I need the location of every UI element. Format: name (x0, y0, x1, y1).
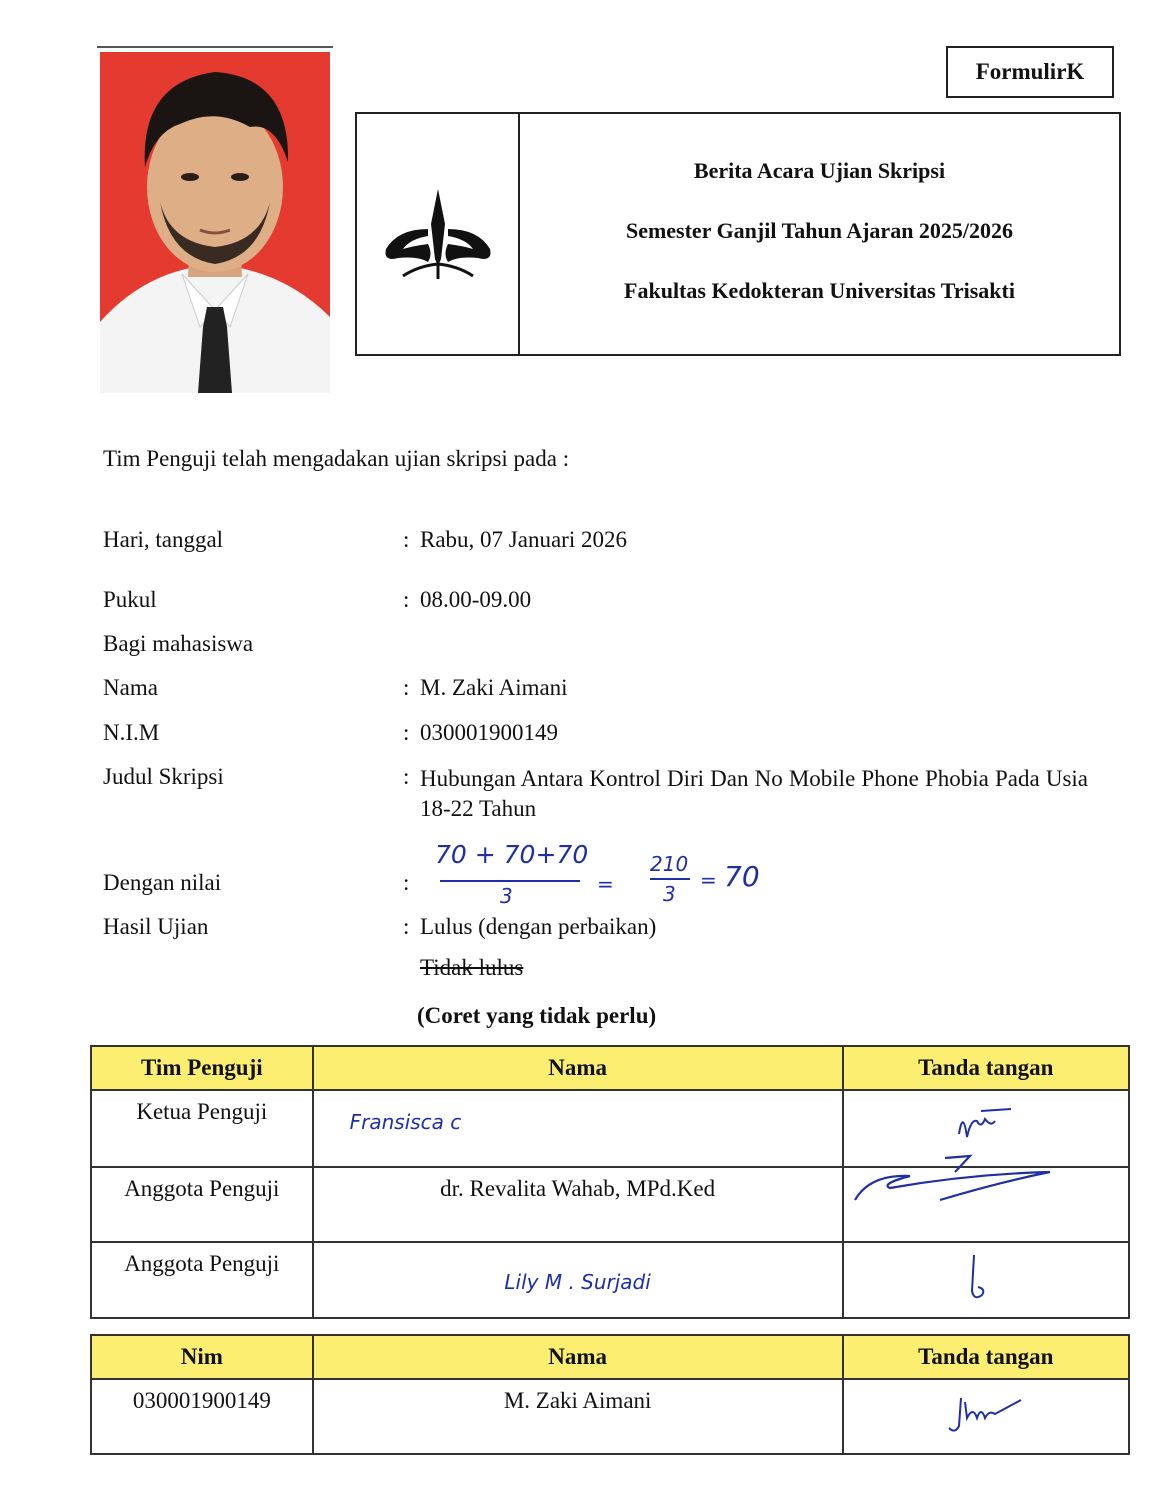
examiner-role: Ketua Penguji (91, 1090, 313, 1167)
grade-numerator: 70 + 70+70 (435, 840, 589, 869)
university-logo (357, 114, 520, 354)
table-row (91, 1167, 1129, 1242)
intro-text: Tim Penguji telah mengadakan ujian skripsi pada : (103, 446, 570, 471)
header-nama: Nama (313, 1335, 843, 1379)
nilai-label: Dengan nilai (103, 870, 222, 895)
grade-denominator: 3 (500, 884, 513, 908)
colon: : (403, 764, 410, 789)
signature-anggota-2 (956, 1251, 996, 1311)
examiner-name-cell (313, 1090, 843, 1167)
bagi-label: Bagi mahasiswa (103, 631, 254, 656)
nama-value: M. Zaki Aimani (420, 675, 568, 700)
signature-ketua (941, 1099, 1021, 1149)
student-nim: 030001900149 (91, 1379, 313, 1454)
header-tanda-tangan: Tanda tangan (843, 1335, 1129, 1379)
student-photo (100, 52, 330, 393)
examiner-role: Anggota Penguji (91, 1167, 313, 1242)
grade-result: 70 (724, 860, 760, 893)
hasil-label: Hasil Ujian (103, 914, 209, 939)
colon: : (403, 527, 410, 552)
student-table (90, 1334, 1130, 1455)
student-name: M. Zaki Aimani (313, 1379, 843, 1454)
colon: : (403, 587, 410, 612)
grade-fraction-line-2 (650, 878, 690, 880)
examiner-role: Anggota Penguji (91, 1242, 313, 1318)
judul-label: Judul Skripsi (103, 764, 224, 789)
colon: : (403, 870, 410, 895)
header-nim: Nim (91, 1335, 313, 1379)
coret-note: (Coret yang tidak perlu) (417, 1003, 657, 1028)
hasil-value: Lulus (dengan perbaikan) (420, 914, 657, 939)
examiners-table (90, 1045, 1130, 1319)
header-tim-penguji: Tim Penguji (91, 1046, 313, 1090)
hasil-struck-option: Tidak lulus (420, 955, 524, 980)
header-title-block (520, 114, 1119, 354)
table-row (91, 1242, 1129, 1318)
signature-cell (843, 1167, 1129, 1242)
table-header-row (91, 1335, 1129, 1379)
header-tanda-tangan: Tanda tangan (843, 1046, 1129, 1090)
signature-anggota-1 (850, 1154, 1070, 1214)
signature-cell (843, 1379, 1129, 1454)
nama-label: Nama (103, 675, 158, 700)
header-box (355, 112, 1121, 356)
nim-value: 030001900149 (420, 720, 558, 745)
judul-value: Hubungan Antara Kontrol Diri Dan No Mobile Phone Phobia Pada Usia 18-22 Tahun (420, 766, 1088, 821)
signature-student (941, 1388, 1031, 1438)
semester-line: Semester Ganjil Tahun Ajaran 2025/2026 (625, 218, 1014, 243)
grade-equals-2: = (700, 868, 717, 892)
grade-sum: 210 (650, 852, 689, 876)
table-header-row (91, 1046, 1129, 1090)
hari-label: Hari, tanggal (103, 527, 224, 552)
examiner-name: dr. Revalita Wahab, MPd.Ked (313, 1167, 843, 1242)
grade-fraction-line (440, 880, 580, 882)
examiner-name-cell (313, 1242, 843, 1318)
pukul-value: 08.00-09.00 (420, 587, 532, 612)
header-nama: Nama (313, 1046, 843, 1090)
examiner-name: Fransisca c (349, 1110, 462, 1134)
document-title: Berita Acara Ujian Skripsi (693, 158, 946, 183)
colon: : (403, 675, 410, 700)
photo-top-line (97, 46, 333, 48)
nim-label: N.I.M (103, 720, 160, 745)
grade-equals-1: = (597, 872, 614, 896)
colon: : (403, 914, 410, 939)
signature-cell (843, 1242, 1129, 1318)
hari-value: Rabu, 07 Januari 2026 (420, 527, 627, 552)
colon: : (403, 720, 410, 745)
faculty-line: Fakultas Kedokteran Universitas Trisakti (624, 278, 1015, 303)
form-code-label: FormulirK (946, 46, 1114, 98)
grade-divisor: 3 (663, 882, 676, 906)
examiner-name: Lily M . Surjadi (504, 1270, 651, 1294)
pukul-label: Pukul (103, 587, 157, 612)
table-row (91, 1379, 1129, 1454)
